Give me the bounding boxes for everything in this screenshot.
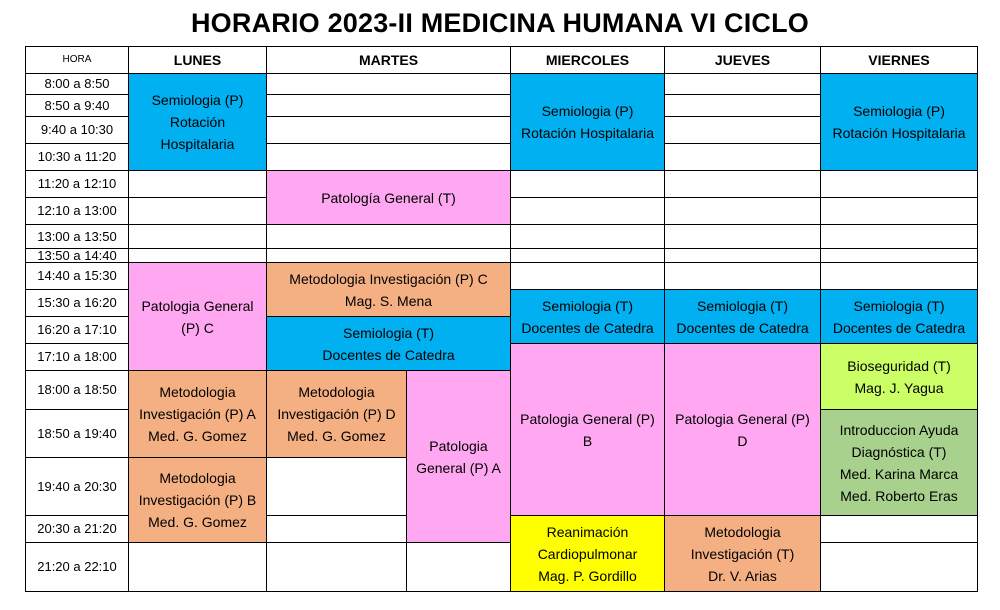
class-lunes-patologia-c (128, 262, 267, 371)
class-martes-patologia-t (266, 170, 511, 225)
time-slot-label: 13:00 a 13:50 (37, 228, 117, 244)
time-slot-label: 12:10 a 13:00 (37, 203, 117, 218)
class-lunes-semiologia (128, 73, 267, 171)
empty-cell (664, 224, 821, 249)
header-viernes-label: VIERNES (868, 52, 930, 68)
time-slot (25, 409, 129, 458)
empty-cell (406, 542, 511, 592)
empty-cell (510, 262, 665, 290)
time-slot-label: 18:50 a 19:40 (37, 425, 117, 441)
class-miercoles-patologia-b-label: Patologia General (P) B (520, 410, 655, 449)
class-martes-patologia-a (406, 370, 511, 543)
empty-cell (820, 197, 978, 225)
empty-cell (664, 116, 821, 144)
time-slot-label: 14:40 a 15:30 (37, 268, 117, 283)
empty-cell (664, 143, 821, 171)
header-jueves-label: JUEVES (714, 52, 771, 68)
page-title: HORARIO 2023-II MEDICINA HUMANA VI CICLO (190, 8, 810, 38)
class-viernes-bioseguridad (820, 343, 978, 410)
class-martes-metodologia-d (266, 370, 407, 458)
time-slot-label: 17:10 a 18:00 (37, 349, 117, 364)
empty-cell (820, 515, 978, 543)
class-viernes-semiologia-t-label: Semiologia (T) Docentes de Catedra (832, 297, 966, 336)
header-miercoles (510, 46, 665, 74)
empty-cell (266, 515, 407, 543)
empty-cell (510, 248, 665, 263)
empty-cell (128, 170, 267, 198)
empty-cell (128, 197, 267, 225)
empty-cell (664, 170, 821, 198)
class-viernes-bioseguridad-label: Bioseguridad (T) Mag. J. Yagua (847, 357, 951, 396)
class-martes-metodologia-d-label: Metodologia Investigación (P) D Med. G. Gomez (277, 384, 396, 444)
time-slot-label: 20:30 a 21:20 (37, 521, 117, 536)
empty-cell (820, 248, 978, 263)
header-hora (25, 46, 129, 74)
time-slot (25, 197, 129, 225)
time-slot (25, 289, 129, 317)
time-slot-label: 18:00 a 18:50 (37, 382, 117, 397)
empty-cell (664, 94, 821, 117)
class-viernes-introduccion-label: Introduccion Ayuda Diagnóstica (T) Med. Karina Marca Med. Roberto Eras (839, 421, 959, 504)
class-viernes-semiologia-label: Semiologia (P) Rotación Hospitalaria (832, 103, 966, 141)
time-slot (25, 316, 129, 344)
time-slot-label: 15:30 a 16:20 (37, 295, 117, 310)
class-miercoles-semiologia-label: Semiologia (P) Rotación Hospitalaria (520, 103, 655, 141)
empty-cell (510, 170, 665, 198)
class-jueves-semiologia-t-label: Semiologia (T) Docentes de Catedra (676, 297, 809, 336)
empty-cell (266, 94, 511, 117)
empty-cell (266, 457, 407, 516)
class-miercoles-semiologia-t-label: Semiologia (T) Docentes de Catedra (521, 297, 654, 336)
time-slot (25, 73, 129, 95)
class-jueves-semiologia-t (664, 289, 821, 344)
class-miercoles-reanimacion-label: Reanimación Cardiopulmonar Mag. P. Gordillo (537, 523, 638, 584)
class-miercoles-semiologia (510, 73, 665, 171)
class-martes-metodologia-c (266, 262, 511, 317)
time-slot-label: 16:20 a 17:10 (37, 322, 117, 337)
time-slot-label: 10:30 a 11:20 (37, 149, 117, 164)
header-jueves (664, 46, 821, 74)
class-martes-semiologia-t-label: Semiologia (T) Docentes de Catedra (322, 324, 455, 363)
header-martes (266, 46, 511, 74)
class-lunes-semiologia-label: Semiologia (P) Rotación Hospitalaria (151, 92, 244, 152)
empty-cell (266, 542, 407, 592)
empty-cell (128, 248, 267, 263)
class-lunes-metodologia-a (128, 370, 267, 458)
class-lunes-metodologia-b-label: Metodologia Investigación (P) B Med. G. Gomez (138, 470, 257, 530)
time-slot (25, 116, 129, 144)
time-slot (25, 262, 129, 290)
time-slot (25, 143, 129, 171)
time-slot (25, 343, 129, 371)
class-jueves-metodologia-t-label: Metodologia Investigación (T) Dr. V. Arias (690, 523, 795, 584)
empty-cell (510, 224, 665, 249)
empty-cell (820, 262, 978, 290)
time-slot-label: 8:00 a 8:50 (44, 76, 110, 91)
time-slot (25, 370, 129, 410)
class-miercoles-patologia-b (510, 343, 665, 516)
empty-cell (664, 262, 821, 290)
empty-cell (820, 224, 978, 249)
header-lunes-label: LUNES (173, 52, 222, 68)
class-martes-metodologia-c-label: Metodologia Investigación (P) C Mag. S. Mena (289, 270, 488, 309)
empty-cell (664, 248, 821, 263)
time-slot (25, 94, 129, 117)
class-lunes-metodologia-b (128, 457, 267, 543)
empty-cell (128, 542, 267, 592)
time-slot (25, 457, 129, 516)
empty-cell (820, 170, 978, 198)
class-jueves-metodologia-t (664, 515, 821, 592)
class-jueves-patologia-d (664, 343, 821, 516)
time-slot (25, 542, 129, 592)
class-viernes-semiologia-t (820, 289, 978, 344)
class-martes-semiologia-t (266, 316, 511, 371)
class-viernes-semiologia (820, 73, 978, 171)
time-slot-label: 9:40 a 10:30 (40, 122, 114, 137)
empty-cell (266, 248, 511, 263)
time-slot-label: 11:20 a 12:10 (37, 176, 117, 191)
empty-cell (266, 73, 511, 95)
empty-cell (266, 116, 511, 144)
header-martes-label: MARTES (358, 52, 419, 68)
class-miercoles-semiologia-t (510, 289, 665, 344)
class-martes-patologia-a-label: Patologia General (P) A (416, 437, 501, 476)
time-slot-label: 19:40 a 20:30 (37, 478, 117, 494)
empty-cell (664, 73, 821, 95)
time-slot-label: 21:20 a 22:10 (37, 559, 117, 574)
header-lunes (128, 46, 267, 74)
class-lunes-metodologia-a-label: Metodologia Investigación (P) A Med. G. Gomez (139, 384, 256, 444)
time-slot (25, 515, 129, 543)
class-lunes-patologia-c-label: Patologia General (P) C (141, 297, 254, 336)
class-viernes-introduccion (820, 409, 978, 516)
time-slot (25, 170, 129, 198)
empty-cell (820, 542, 978, 592)
header-miercoles-label: MIERCOLES (545, 52, 630, 68)
empty-cell (128, 224, 267, 249)
empty-cell (266, 224, 511, 249)
class-jueves-patologia-d-label: Patologia General (P) D (675, 410, 810, 449)
class-miercoles-reanimacion (510, 515, 665, 592)
time-slot-label: 8:50 a 9:40 (44, 97, 110, 113)
empty-cell (266, 143, 511, 171)
time-slot (25, 248, 129, 263)
class-martes-patologia-t-label: Patología General (T) (321, 189, 456, 206)
header-viernes (820, 46, 978, 74)
header-hora-label: HORA (62, 54, 92, 65)
empty-cell (664, 197, 821, 225)
empty-cell (510, 197, 665, 225)
time-slot-label: 13:50 a 14:40 (37, 247, 117, 263)
